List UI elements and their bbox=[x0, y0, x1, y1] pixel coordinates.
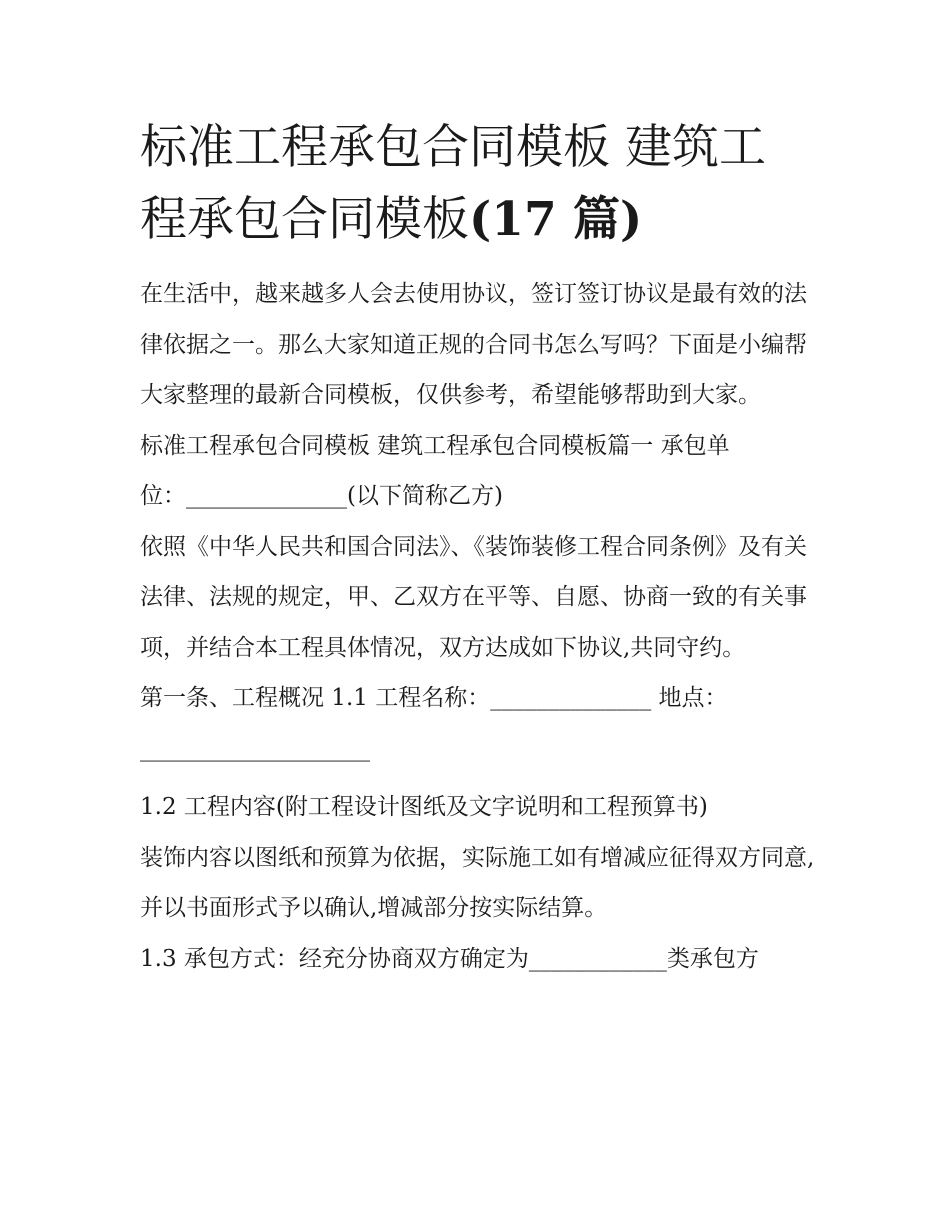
location-label: 地点： bbox=[651, 685, 728, 711]
basis-paragraph: 依照《中华人民共和国合同法》、《装饰装修工程合同条例》及有关法律、法规的规定，甲、乙双方在平等、自愿、协商一致的有关事项，并结合本工程具体情况，双方达成如下协议,共同守约。 bbox=[140, 533, 807, 661]
title-line-2: 程承包合同模板 bbox=[140, 192, 469, 247]
contractor-blank: ______________ bbox=[186, 483, 347, 509]
project-name-blank: ______________ bbox=[490, 685, 652, 711]
document-page bbox=[140, 112, 820, 984]
article-1-line bbox=[140, 673, 820, 724]
location-line bbox=[140, 724, 820, 775]
contractor-note: (以下简称乙方) bbox=[347, 483, 503, 509]
item-1-3 bbox=[140, 934, 820, 985]
intro-paragraph: 在生活中，越来越多人会去使用协议，签订签订协议是最有效的法律依据之一。那么大家知道正规的合同书怎么写吗？下面是小编帮大家整理的最新合同模板，仅供参考，希望能够帮助到大家。 bbox=[140, 281, 807, 408]
title-line-1: 标准工程承包合同模板 建筑工 bbox=[140, 120, 766, 175]
contractor-label: 位： bbox=[140, 483, 186, 509]
decoration-paragraph: 装饰内容以图纸和预算为依据，实际施工如有增减应征得双方同意,并以书面形式予以确认,增减部分按实际结算。 bbox=[140, 844, 815, 921]
contract-type-blank: ____________ bbox=[528, 945, 667, 972]
section-heading: 标准工程承包合同模板 建筑工程承包合同模板篇一 承包单 bbox=[140, 432, 730, 459]
item-1-3-suffix: 类承包方 bbox=[666, 945, 759, 972]
document-title bbox=[140, 112, 820, 256]
item-1-3-label: 1.3 承包方式：经充分协商双方确定为 bbox=[140, 945, 529, 972]
contractor-line bbox=[140, 471, 820, 522]
item-1-2: 1.2 工程内容(附工程设计图纸及文字说明和工程预算书) bbox=[140, 794, 708, 820]
location-blank: ____________________ bbox=[140, 735, 370, 762]
title-count: (17 篇) bbox=[469, 192, 643, 247]
article-1-label: 第一条、工程概况 1.1 工程名称： bbox=[140, 685, 491, 711]
